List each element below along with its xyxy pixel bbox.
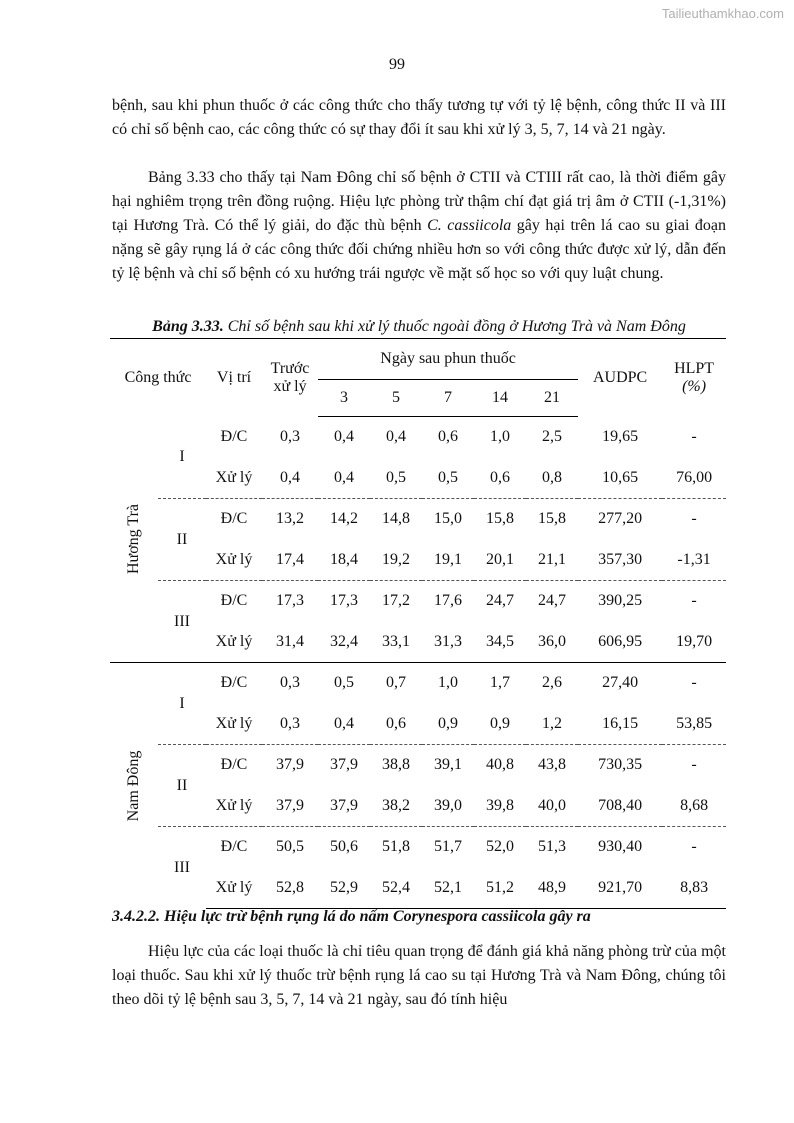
position-cell: Đ/C bbox=[220, 428, 248, 445]
value-cell: 21,1 bbox=[538, 550, 567, 568]
table-row bbox=[110, 581, 726, 622]
value-cell: 19,65 bbox=[602, 428, 639, 445]
value-cell: 0,4 bbox=[280, 468, 301, 486]
value-cell: 0,5 bbox=[386, 468, 407, 486]
value-cell: 19,1 bbox=[434, 550, 463, 568]
value-cell: 34,5 bbox=[486, 632, 515, 650]
value-cell: 0,4 bbox=[334, 714, 355, 732]
position-cell: Đ/C bbox=[206, 581, 262, 622]
value-cell: 37,9 bbox=[318, 745, 370, 786]
value-cell: 52,4 bbox=[370, 868, 422, 909]
value-cell: 15,0 bbox=[422, 499, 474, 540]
value-cell: - bbox=[662, 663, 726, 704]
value-cell: 8,68 bbox=[680, 796, 709, 814]
table-row bbox=[110, 745, 726, 786]
position-cell: Xử lý bbox=[215, 632, 253, 650]
value-cell: 40,8 bbox=[474, 745, 526, 786]
value-cell: 921,70 bbox=[578, 868, 662, 909]
header-hlpt-unit: (%) bbox=[682, 377, 707, 395]
watermark: Tailieuthamkhao.com bbox=[661, 6, 784, 21]
location-label-cell bbox=[110, 663, 158, 909]
value-cell: 930,40 bbox=[578, 827, 662, 868]
paragraph-2 bbox=[112, 166, 726, 286]
value-cell: 730,35 bbox=[578, 745, 662, 786]
value-cell: 1,7 bbox=[474, 663, 526, 704]
value-cell: 37,9 bbox=[330, 796, 359, 814]
species-name: C. cassiicola bbox=[427, 217, 512, 234]
value-cell: 14,2 bbox=[318, 499, 370, 540]
value-cell: 15,8 bbox=[526, 499, 578, 540]
value-cell: 16,15 bbox=[602, 714, 639, 732]
value-cell: 32,4 bbox=[330, 632, 359, 650]
header-days-after: Ngày sau phun thuốc bbox=[318, 339, 578, 380]
formula-id: II bbox=[158, 745, 206, 827]
value-cell: 17,4 bbox=[276, 550, 305, 568]
value-cell: 606,95 bbox=[598, 632, 643, 650]
value-cell: 0,3 bbox=[262, 663, 318, 704]
value-cell: 1,0 bbox=[422, 663, 474, 704]
table-caption bbox=[112, 318, 726, 336]
value-cell: 0,4 bbox=[386, 428, 407, 446]
value-cell: 2,5 bbox=[542, 428, 563, 446]
value-cell: 31,3 bbox=[434, 632, 463, 650]
value-cell: 37,9 bbox=[262, 745, 318, 786]
header-hlpt-label: HLPT bbox=[674, 359, 715, 377]
table-row bbox=[110, 417, 726, 458]
position-cell: Đ/C bbox=[206, 827, 262, 868]
value-cell: 0,8 bbox=[542, 468, 563, 486]
value-cell: 0,6 bbox=[386, 714, 407, 732]
table-row bbox=[110, 827, 726, 868]
value-cell: 19,70 bbox=[676, 632, 713, 650]
value-cell: - bbox=[691, 428, 697, 445]
value-cell: 18,4 bbox=[330, 550, 359, 568]
value-cell: - bbox=[662, 745, 726, 786]
value-cell: 0,5 bbox=[318, 663, 370, 704]
value-cell: 17,3 bbox=[318, 581, 370, 622]
location-label-cell bbox=[110, 417, 158, 663]
position-cell: Đ/C bbox=[206, 745, 262, 786]
value-cell: 27,40 bbox=[578, 663, 662, 704]
position-cell: Xử lý bbox=[206, 868, 262, 909]
value-cell: 15,8 bbox=[474, 499, 526, 540]
table-caption-text: Chỉ số bệnh sau khi xử lý thuốc ngoài đồng ở Hương Trà và Nam Đông bbox=[223, 318, 686, 335]
value-cell: 38,8 bbox=[370, 745, 422, 786]
value-cell: 1,0 bbox=[490, 428, 511, 446]
value-cell: 33,1 bbox=[382, 632, 411, 650]
header-position: Vị trí bbox=[206, 339, 262, 417]
value-cell: 0,9 bbox=[438, 714, 459, 732]
formula-id: II bbox=[158, 499, 206, 581]
value-cell: 17,2 bbox=[370, 581, 422, 622]
value-cell: 2,6 bbox=[526, 663, 578, 704]
header-formula: Công thức bbox=[110, 339, 206, 417]
header-day: 14 bbox=[474, 380, 526, 417]
value-cell: 50,6 bbox=[318, 827, 370, 868]
value-cell: 0,3 bbox=[280, 714, 301, 732]
value-cell: 17,3 bbox=[262, 581, 318, 622]
paragraph-2-after: gây hại trên lá cao su giai đoạn nặng sẽ gây rụng lá ở các công thức đối chứng nhiều hơn so với công thức được xử lý, dẫn đến tỷ lệ bệnh và chỉ số bệnh có xu hướng trái ngược về mặt số học so với quy luật chung. bbox=[112, 217, 727, 282]
position-cell: Đ/C bbox=[206, 499, 262, 540]
value-cell: 51,8 bbox=[370, 827, 422, 868]
value-cell: 0,5 bbox=[438, 468, 459, 486]
value-cell: 0,9 bbox=[490, 714, 511, 732]
paragraph-2-before: Bảng 3.33 cho thấy tại Nam Đông chỉ số bệnh ở CTII và CTIII rất cao, là thời điểm gây hại nghiêm trọng trên đồng ruộng. Hiệu lực phòng trừ thậm chí đạt giá trị âm ở CTII (-1,31%) tại Hương Trà. Có thể lý giải, do đặc thù bệnh bbox=[112, 169, 726, 234]
value-cell: 52,8 bbox=[262, 868, 318, 909]
value-cell: 50,5 bbox=[262, 827, 318, 868]
value-cell: 10,65 bbox=[602, 468, 639, 486]
value-cell: - bbox=[662, 581, 726, 622]
location-label: Nam Đông bbox=[125, 750, 142, 822]
value-cell: 51,7 bbox=[422, 827, 474, 868]
value-cell: 31,4 bbox=[276, 632, 305, 650]
table-row bbox=[110, 499, 726, 540]
paragraph-3: Hiệu lực của các loại thuốc là chỉ tiêu quan trọng để đánh giá khả năng phòng trừ của một loại thuốc. Sau khi xử lý thuốc trừ bệnh rụng lá cao su tại Hương Trà và Nam Đông, chúng tôi theo dõi tỷ lệ bệnh sau 3, 5, 7, 14 và 21 ngày, sau đó tính hiệu bbox=[112, 943, 726, 1008]
position-cell: Xử lý bbox=[215, 796, 253, 814]
value-cell: 0,3 bbox=[280, 428, 301, 445]
header-pretreat: Trước xử lý bbox=[262, 339, 318, 417]
position-cell: Xử lý bbox=[215, 468, 253, 486]
value-cell: 36,0 bbox=[538, 632, 567, 650]
formula-id: I bbox=[158, 663, 206, 745]
value-cell: 51,3 bbox=[526, 827, 578, 868]
value-cell: 52,1 bbox=[422, 868, 474, 909]
value-cell: 0,4 bbox=[334, 428, 355, 446]
value-cell: 76,00 bbox=[676, 468, 713, 486]
value-cell: 20,1 bbox=[486, 550, 515, 568]
table-row bbox=[110, 663, 726, 704]
position-cell: Xử lý bbox=[215, 714, 253, 732]
header-day: 21 bbox=[526, 380, 578, 417]
value-cell: 17,6 bbox=[422, 581, 474, 622]
value-cell: 38,2 bbox=[382, 796, 411, 814]
value-cell: 40,0 bbox=[538, 796, 567, 814]
value-cell: 0,6 bbox=[438, 428, 459, 446]
value-cell: 14,8 bbox=[370, 499, 422, 540]
value-cell: - bbox=[662, 827, 726, 868]
value-cell: 19,2 bbox=[382, 550, 411, 568]
value-cell: 52,0 bbox=[474, 827, 526, 868]
header-day: 3 bbox=[318, 380, 370, 417]
paragraph-1: bệnh, sau khi phun thuốc ở các công thức cho thấy tương tự với tỷ lệ bệnh, công thức II và III có chỉ số bệnh cao, các công thức có sự thay đổi ít sau khi xử lý 3, 5, 7, 14 và 21 ngày. bbox=[112, 97, 726, 138]
value-cell: 0,7 bbox=[370, 663, 422, 704]
value-cell: 48,9 bbox=[526, 868, 578, 909]
value-cell: 1,2 bbox=[542, 714, 563, 732]
header-audpc: AUDPC bbox=[578, 339, 662, 417]
section-subheading: 3.4.2.2. Hiệu lực trừ bệnh rụng lá do nấm Corynespora cassiicola gây ra bbox=[112, 908, 591, 925]
value-cell: 51,2 bbox=[474, 868, 526, 909]
position-cell: Xử lý bbox=[215, 550, 253, 568]
value-cell: 24,7 bbox=[526, 581, 578, 622]
header-day: 7 bbox=[422, 380, 474, 417]
header-day: 5 bbox=[370, 380, 422, 417]
table-caption-label: Bảng 3.33. bbox=[152, 318, 224, 335]
value-cell: - bbox=[662, 499, 726, 540]
value-cell: 39,0 bbox=[434, 796, 463, 814]
formula-id: III bbox=[158, 827, 206, 909]
value-cell: 37,9 bbox=[276, 796, 305, 814]
page-number: 99 bbox=[389, 56, 405, 73]
value-cell: 52,9 bbox=[318, 868, 370, 909]
value-cell: 708,40 bbox=[598, 796, 643, 814]
value-cell: 43,8 bbox=[526, 745, 578, 786]
value-cell: 8,83 bbox=[662, 868, 726, 909]
value-cell: 390,25 bbox=[578, 581, 662, 622]
value-cell: 13,2 bbox=[262, 499, 318, 540]
position-cell: Đ/C bbox=[206, 663, 262, 704]
value-cell: 357,30 bbox=[598, 550, 643, 568]
value-cell: 277,20 bbox=[578, 499, 662, 540]
header-hlpt bbox=[662, 339, 726, 417]
value-cell: 39,1 bbox=[422, 745, 474, 786]
value-cell: -1,31 bbox=[677, 550, 711, 568]
disease-index-table bbox=[110, 338, 726, 909]
value-cell: 0,6 bbox=[490, 468, 511, 486]
formula-id: I bbox=[179, 448, 185, 466]
value-cell: 53,85 bbox=[676, 714, 713, 732]
value-cell: 39,8 bbox=[486, 796, 515, 814]
value-cell: 0,4 bbox=[334, 468, 355, 486]
table-body bbox=[110, 417, 726, 909]
value-cell: 24,7 bbox=[474, 581, 526, 622]
location-label: Hương Trà bbox=[125, 504, 142, 575]
formula-id: III bbox=[158, 581, 206, 663]
